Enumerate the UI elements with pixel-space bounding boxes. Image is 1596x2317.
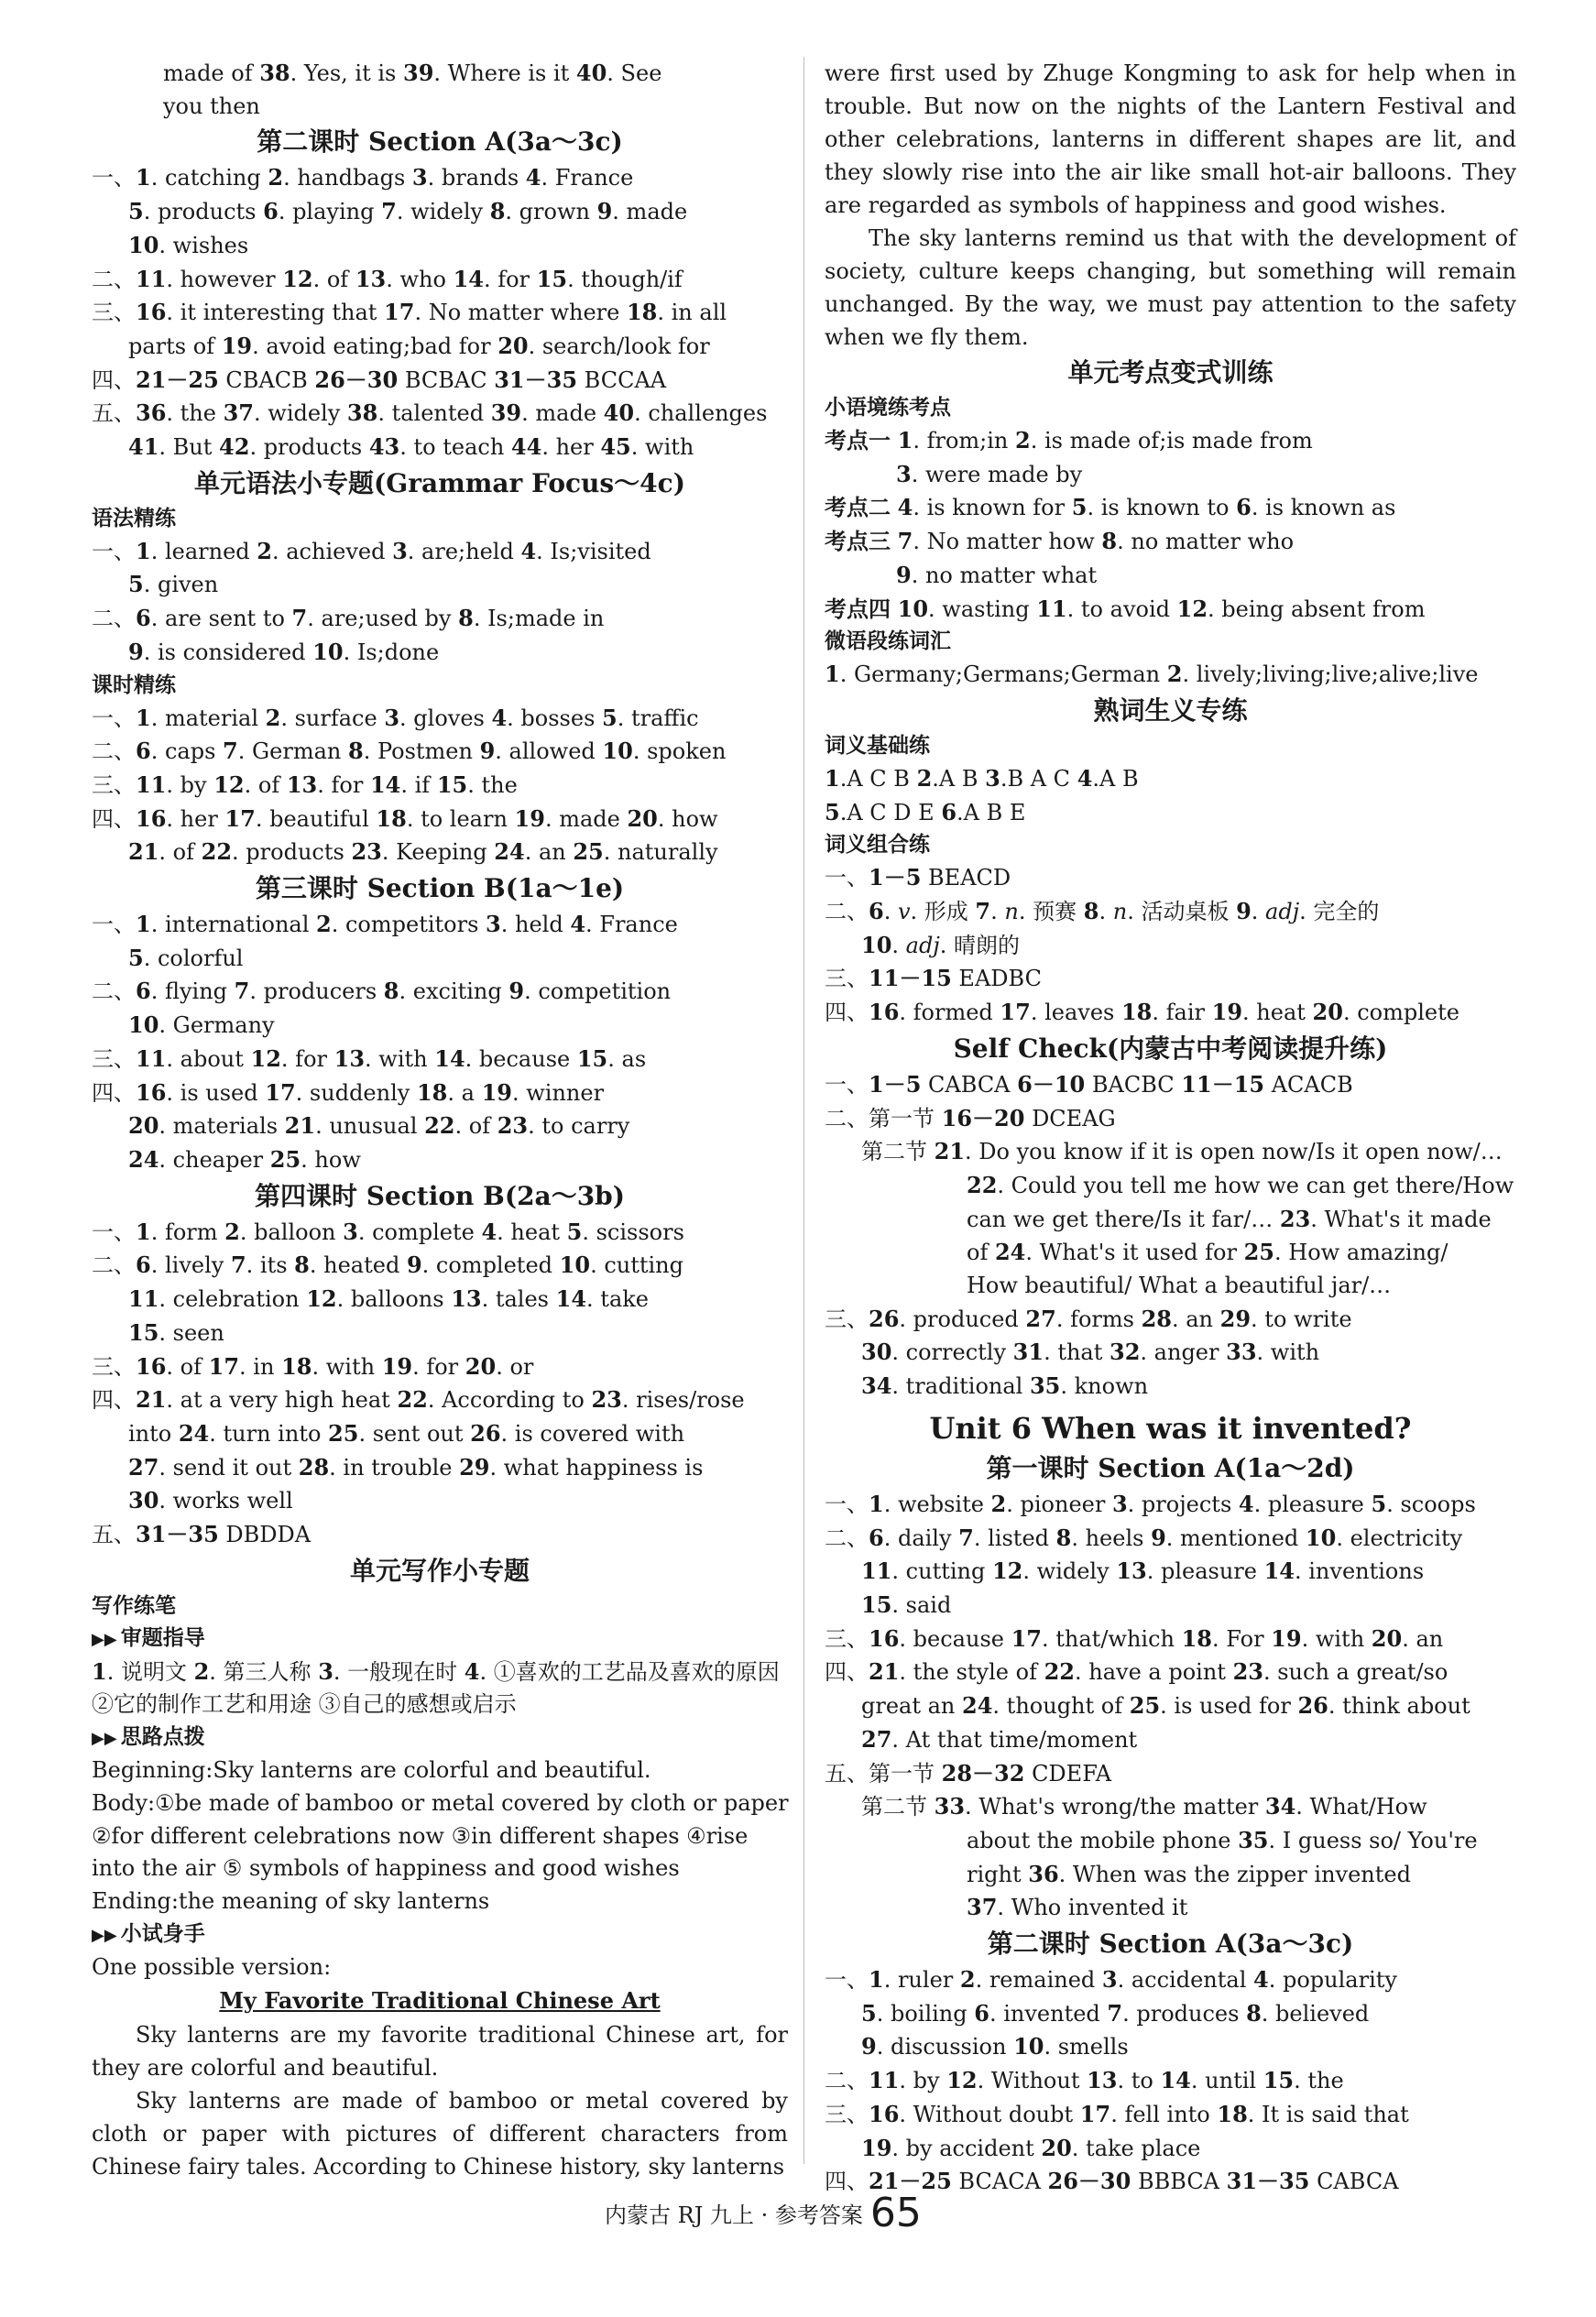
answer-line: ②for different celebrations now ③in different shapes ④rise [92, 1822, 749, 1849]
essay-paragraph: were first used by Zhuge Kongming to ask for help when in trouble. But now on the nights of the Lantern Festival and other celebrations, lanterns in different shapes are lit, and they slowly rise into the air like small hot-air balloons. They are regarded as symbols of happiness and good wishes. [825, 60, 1516, 218]
subsection-label: 语法精练 [92, 506, 176, 530]
answer-line: 三、26. produced 27. forms 28. an 29. to write [825, 1305, 1352, 1332]
answer-line: 四、16. her 17. beautiful 18. to learn 19. made 20. how [92, 804, 718, 832]
answer-line: Body:①be made of bamboo or metal covered by cloth or paper [92, 1789, 789, 1816]
unit-title: Unit 6 When was it invented? [929, 1410, 1412, 1446]
answer-line: into 24. turn into 25. sent out 26. is covered with [128, 1419, 685, 1447]
answer-line: Beginning:Sky lanterns are colorful and beautiful. [92, 1757, 651, 1784]
answer-line: 10. adj. 晴朗的 [861, 931, 1021, 958]
answer-line: 一、1－5 CABCA 6－10 BACBC 11－15 ACACB [825, 1070, 1353, 1098]
answer-line: 一、1. learned 2. achieved 3. are;held 4. Is;visited [92, 537, 651, 564]
answer-line: about the mobile phone 35. I guess so/ You're [967, 1826, 1478, 1853]
column-divider [803, 57, 804, 2164]
right-column [825, 57, 1516, 2199]
subsection-label: ▶▶ 审题指导 [92, 1625, 205, 1650]
left-column [92, 57, 788, 2183]
answer-line: 30. works well [128, 1487, 293, 1514]
answer-line: 三、11. about 12. for 13. with 14. because 15. as [92, 1044, 647, 1072]
answer-line: 9. is considered 10. Is;done [128, 638, 440, 665]
answer-line: 一、1. website 2. pioneer 3. projects 4. pleasure 5. scoops [825, 1490, 1476, 1517]
subsection-label: 写作练笔 [92, 1593, 176, 1618]
answer-line: 三、11－15 EADBC [825, 965, 1042, 992]
answer-line: 四、16. is used 17. suddenly 18. a 19. winner [92, 1078, 605, 1106]
answer-line: 一、1. international 2. competitors 3. held 4. France [92, 911, 678, 938]
answer-line: parts of 19. avoid eating;bad for 20. search/look for [128, 332, 710, 359]
section-heading: 第四课时 Section B(2a～3b) [254, 1180, 626, 1211]
answer-line: 五、第一节 28－32 CDEFA [825, 1759, 1112, 1787]
answer-line: 考点三 7. No matter how 8. no matter who [825, 528, 1295, 555]
subsection-label: 微语段练词汇 [825, 629, 951, 654]
answer-line: 一、1. catching 2. handbags 3. brands 4. France [92, 164, 634, 191]
answer-line: 二、6. lively 7. its 8. heated 9. completed 10. cutting [92, 1251, 684, 1279]
answer-line: 二、6. v. 形成 7. n. 预赛 8. n. 活动桌板 9. adj. 完全的 [825, 898, 1380, 925]
answer-line: 四、16. formed 17. leaves 18. fair 19. heat 20. complete [825, 999, 1459, 1026]
answer-line: 四、21. the style of 22. have a point 23. such a great/so [825, 1658, 1448, 1686]
page-number: 65 [869, 2190, 922, 2236]
answer-line: Ending:the meaning of sky lanterns [92, 1887, 490, 1914]
answer-line: 9. discussion 10. smells [861, 2033, 1129, 2060]
answer-line: 15. seen [128, 1318, 224, 1346]
essay-paragraph: Sky lanterns are made of bamboo or metal covered by cloth or paper with pictures of different characters from Chinese fairy tales. According to Chinese history, sky lanterns [92, 2088, 788, 2180]
answer-line: 11. cutting 12. widely 13. pleasure 14. inventions [861, 1557, 1425, 1585]
answer-line: 5. given [128, 571, 219, 598]
answer-line: of 24. What's it used for 25. How amazing/ [967, 1239, 1448, 1266]
footer-label: 内蒙古 RJ 九上 · 参考答案 [605, 2202, 863, 2228]
answer-line: 11. celebration 12. balloons 13. tales 14. take [128, 1285, 650, 1313]
answer-line: 二、6. are sent to 7. are;used by 8. Is;made in [92, 605, 605, 632]
answer-line: 一、1. ruler 2. remained 3. accidental 4. popularity [825, 1966, 1397, 1994]
triangle-icon: ▶▶ [92, 1629, 117, 1649]
answer-line: 5. colorful [128, 944, 244, 971]
answer-line: 五、36. the 37. widely 38. talented 39. made 40. challenges [92, 399, 768, 427]
section-heading: 第三课时 Section B(1a～1e) [255, 873, 625, 904]
answer-line: you then [163, 93, 260, 119]
answer-line: 1. Germany;Germans;German 2. lively;living;live;alive;live [825, 661, 1479, 688]
answer-line: 三、16. it interesting that 17. No matter where 18. in all [92, 299, 727, 326]
answer-line: 5. products 6. playing 7. widely 8. grown 9. made [128, 198, 688, 225]
answer-line: 41. But 42. products 43. to teach 44. her 45. with [128, 433, 694, 461]
answer-line: 15. said [861, 1590, 952, 1618]
answer-line: 一、1. form 2. balloon 3. complete 4. heat 5. scissors [92, 1218, 684, 1245]
answer-line: 第二节 21. Do you know if it is open now/Is it open now/… [861, 1138, 1503, 1165]
answer-line: 1.A C B 2.A B 3.B A C 4.A B [825, 764, 1139, 792]
answer-line: 一、1－5 BEACD [825, 864, 1011, 891]
answer-line: 三、16. Without doubt 17. fell into 18. It is said that [825, 2100, 1409, 2127]
essay-paragraph: The sky lanterns remind us that with the development of society, culture keeps changing, but something will remain unchanged. By the way, we must pay attention to the safety when we fly them. [825, 225, 1516, 350]
answer-line: right 36. When was the zipper invented [967, 1860, 1411, 1887]
answer-line: can we get there/Is it far/… 23. What's it made [967, 1205, 1492, 1232]
answer-line: made of 38. Yes, it is 39. Where is it 40. See [163, 60, 662, 86]
answer-line: 30. correctly 31. that 32. anger 33. with [861, 1339, 1320, 1366]
answer-line: 34. traditional 35. known [861, 1372, 1149, 1400]
section-heading: 第一课时 Section A(1a～2d) [986, 1452, 1355, 1483]
answer-line: 19. by accident 20. take place [861, 2134, 1201, 2161]
subsection-label: 词义组合练 [825, 833, 930, 858]
triangle-icon: ▶▶ [92, 1925, 117, 1945]
answer-line: 二、6. caps 7. German 8. Postmen 9. allowed 10. spoken [92, 738, 727, 765]
answer-line: 考点一 1. from;in 2. is made of;is made from [825, 427, 1313, 454]
subsection-label: ▶▶ 思路点拨 [92, 1725, 205, 1750]
answer-line: 五、31－35 DBDDA [92, 1521, 312, 1548]
answer-line: 21. of 22. products 23. Keeping 24. an 25. naturally [128, 838, 718, 866]
answer-line: 三、16. of 17. in 18. with 19. for 20. or [92, 1352, 534, 1380]
section-heading: 单元语法小专题(Grammar Focus～4c) [194, 467, 685, 498]
section-heading: 单元考点变式训练 [1067, 357, 1274, 388]
section-heading: 第二课时 Section A(3a～3c) [257, 126, 623, 158]
answer-line: 5.A C D E 6.A B E [825, 798, 1026, 825]
subsection-label: ▶▶ 小试身手 [92, 1921, 205, 1946]
answer-line: One possible version: [92, 1953, 332, 1980]
subsection-label: 课时精练 [92, 672, 176, 697]
answer-line: 二、6. daily 7. listed 8. heels 9. mentioned 10. electricity [825, 1524, 1463, 1551]
answer-line: 二、第一节 16－20 DCEAG [825, 1104, 1116, 1131]
answer-line: great an 24. thought of 25. is used for 26. think about [861, 1692, 1470, 1720]
page-footer [605, 2190, 922, 2236]
answer-line: 37. Who invented it [967, 1894, 1188, 1921]
answer-line: 10. Germany [128, 1011, 275, 1039]
answer-line: 第二节 33. What's wrong/the matter 34. What/How [861, 1793, 1427, 1820]
answer-line: into the air ⑤ symbols of happiness and good wishes [92, 1855, 680, 1882]
answer-line: How beautiful/ What a beautiful jar/… [967, 1273, 1392, 1299]
answer-line: 考点二 4. is known for 5. is known to 6. is known as [825, 494, 1396, 521]
answer-line: 3. were made by [896, 460, 1083, 487]
answer-line: 四、21－25 CBACB 26－30 BCBAC 31－35 BCCAA [92, 366, 667, 393]
answer-line: 1. 说明文 2. 第三人称 3. 一般现在时 4. ①喜欢的工艺品及喜欢的原因 ②它的制作工艺和用途 ③自己的感想或启示 [92, 1657, 780, 1718]
answer-line: 27. At that time/moment [861, 1725, 1138, 1753]
subsection-label: 小语境练考点 [825, 396, 951, 420]
answer-line: 考点四 10. wasting 11. to avoid 12. being absent from [825, 595, 1426, 622]
answer-line: 四、21－25 BCACA 26－30 BBBCA 31－35 CABCA [825, 2168, 1399, 2195]
essay-paragraph: Sky lanterns are my favorite traditional Chinese art, for they are colorful and beautiful. [92, 2022, 788, 2082]
answer-line: 二、11. however 12. of 13. who 14. for 15. though/if [92, 265, 683, 292]
section-heading: Self Check(内蒙古中考阅读提升练) [953, 1033, 1388, 1064]
triangle-icon: ▶▶ [92, 1729, 117, 1749]
section-heading: 第二课时 Section A(3a～3c) [987, 1929, 1354, 1960]
answer-line: 三、16. because 17. that/which 18. For 19. with 20. an [825, 1624, 1444, 1652]
answer-line: 四、21. at a very high heat 22. According to 23. rises/rose [92, 1386, 745, 1414]
answer-line: 二、11. by 12. Without 13. to 14. until 15. the [825, 2067, 1344, 2094]
answer-line: 三、11. by 12. of 13. for 14. if 15. the [92, 771, 518, 798]
section-heading: 熟词生义专练 [1093, 694, 1248, 726]
answer-line: 20. materials 21. unusual 22. of 23. to carry [128, 1112, 630, 1140]
answer-line: 二、6. flying 7. producers 8. exciting 9. competition [92, 978, 672, 1005]
section-heading: 单元写作小专题 [349, 1555, 530, 1586]
answer-line: 10. wishes [128, 231, 249, 258]
answer-line: 5. boiling 6. invented 7. produces 8. believed [861, 1999, 1370, 2027]
answer-line: 9. no matter what [896, 561, 1098, 588]
answer-line: 22. Could you tell me how we can get there/How [967, 1171, 1514, 1198]
answer-line: 27. send it out 28. in trouble 29. what happiness is [128, 1453, 704, 1481]
answer-line: 24. cheaper 25. how [128, 1145, 361, 1173]
essay-title: My Favorite Traditional Chinese Art [219, 1987, 661, 2015]
answer-line: 一、1. material 2. surface 3. gloves 4. bosses 5. traffic [92, 704, 699, 731]
subsection-label: 词义基础练 [825, 733, 930, 758]
